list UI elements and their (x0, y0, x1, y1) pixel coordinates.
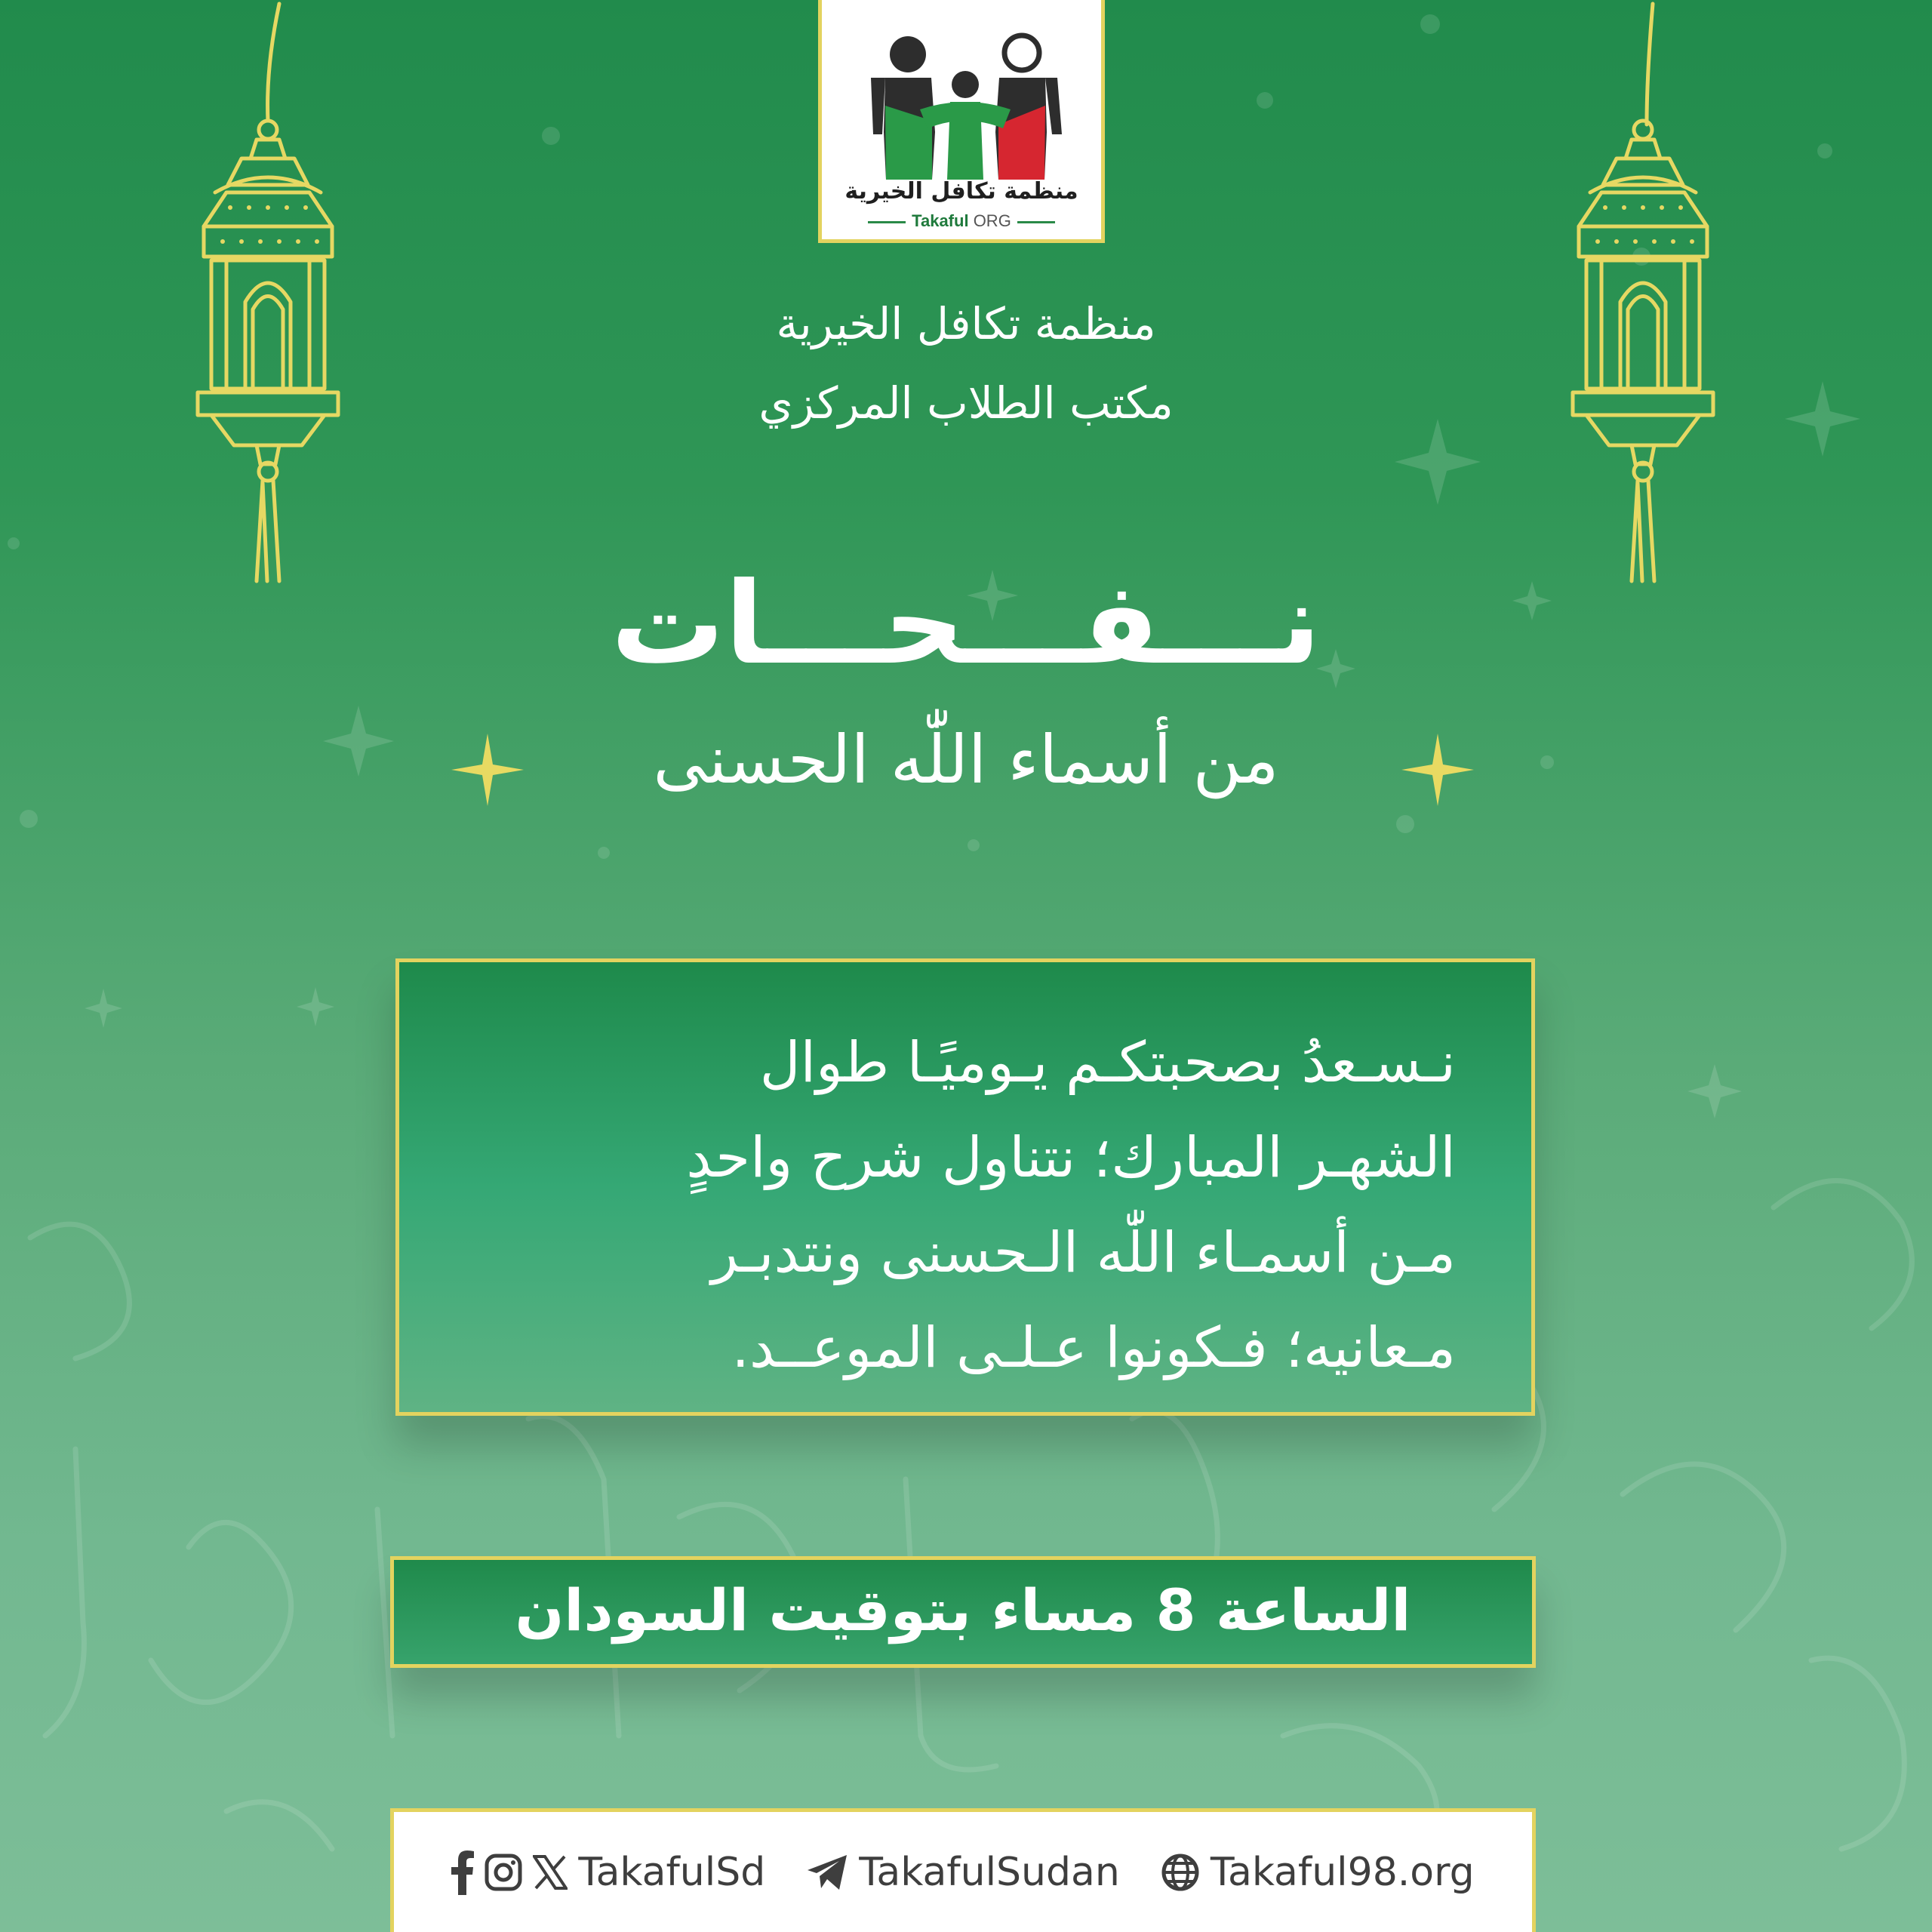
instagram-icon[interactable] (485, 1854, 522, 1891)
telegram-icon[interactable] (806, 1854, 848, 1891)
takaful-logo-icon (822, 0, 1109, 181)
globe-icon[interactable] (1161, 1853, 1200, 1892)
description-text (452, 1015, 1456, 1395)
social-group[interactable] (451, 1850, 765, 1895)
logo-english-suffix: ORG (973, 211, 1011, 230)
description-line: مـن أسمـاء اللّٰه الـحسنى ونتدبـر (711, 1220, 1456, 1285)
description-line: الشهـر المبارك؛ نتناول شرح واحدٍ (686, 1125, 1456, 1190)
time-text: الساعة 8 مساء بتوقيت السودان (515, 1577, 1411, 1644)
website-link[interactable]: Takaful98.org (1210, 1850, 1475, 1895)
page-title: نـــفـــحـــات (611, 558, 1321, 690)
website-group[interactable] (1161, 1850, 1475, 1895)
description-box (395, 958, 1535, 1416)
logo-english-name (822, 211, 1101, 231)
x-icon[interactable] (533, 1855, 568, 1890)
lantern-left-icon (181, 0, 355, 589)
office-name: مكتب الطلاب المركزي (758, 377, 1174, 429)
logo-card (818, 0, 1105, 243)
logo-arabic-name: منظمة تكافل الخيرية (844, 178, 1078, 205)
footer-contacts (394, 1842, 1532, 1903)
organization-name: منظمة تكافل الخيرية (776, 298, 1156, 349)
logo-english-main: Takaful (912, 211, 969, 230)
telegram-group[interactable] (806, 1850, 1120, 1895)
page-subtitle: من أسماء اللّٰه الحسنى (653, 721, 1279, 798)
lantern-right-icon (1556, 0, 1730, 589)
social-handle[interactable]: TakafulSd (578, 1850, 766, 1895)
facebook-icon[interactable] (451, 1850, 474, 1895)
telegram-handle[interactable]: TakafulSudan (859, 1850, 1120, 1895)
description-line: مـعانيه؛ فـكونوا عـلـى الموعــد. (731, 1315, 1456, 1380)
description-line: نـسـعدُ بصحبتكـم يـوميًـا طوال (759, 1030, 1456, 1095)
footer-bar (390, 1808, 1536, 1932)
time-banner (390, 1556, 1536, 1668)
